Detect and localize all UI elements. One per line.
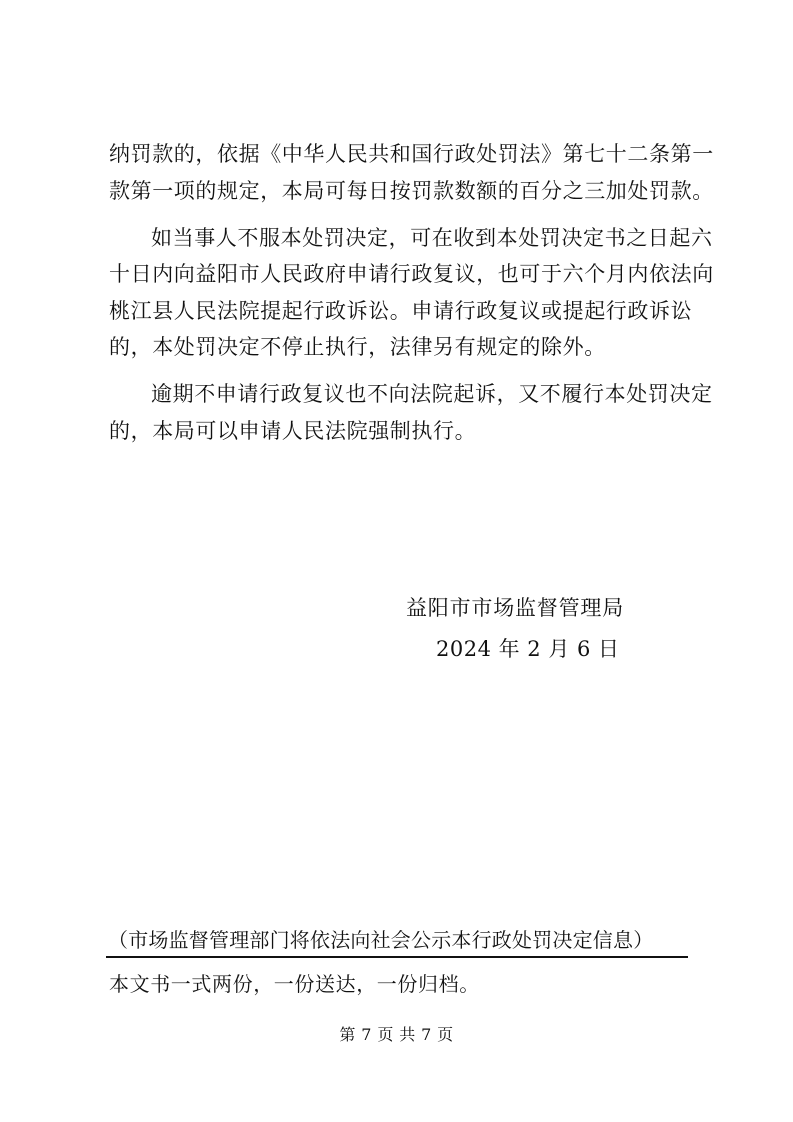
paragraph-line: 款第一项的规定，本局可每日按罚款数额的百分之三加处罚款。: [109, 178, 714, 203]
copies-note: 本文书一式两份，一份送达，一份归档。: [109, 972, 480, 996]
paragraph-gap: [109, 209, 693, 220]
public-disclosure-notice: （市场监督管理部门将依法向社会公示本行政处罚决定信息）: [108, 928, 654, 952]
page-number: 第 7 页 共 7 页: [339, 1025, 454, 1044]
issue-date: 2024 年 2 月 6 日: [436, 637, 620, 661]
paragraph-3: [109, 376, 713, 449]
paragraph-line: 桃江县人民法院提起行政诉讼。申请行政复议或提起行政诉讼: [109, 298, 693, 323]
paragraph-line: 的，本处罚决定不停止执行，法律另有规定的除外。: [109, 335, 606, 359]
paragraph-gap: [109, 366, 693, 377]
paragraph-line: 如当事人不服本处罚决定，可在收到本处罚决定书之日起六: [151, 225, 713, 250]
paragraph-line: 逾期不申请行政复议也不向法院起诉，又不履行本处罚决定: [151, 382, 713, 406]
document-body: [109, 136, 714, 449]
paragraph-1: [109, 136, 714, 209]
paragraph-line: 十日内向益阳市人民政府申请行政复议，也可于六个月内依法向: [109, 262, 714, 286]
paragraph-line: 的，本局可以申请人民法院强制执行。: [109, 418, 477, 443]
divider-line: [106, 956, 688, 958]
paragraph-2: [109, 220, 714, 366]
issuing-authority: 益阳市市场监督管理局: [406, 596, 624, 620]
paragraph-line: 纳罚款的，依据《中华人民共和国行政处罚法》第七十二条第一: [109, 142, 714, 166]
